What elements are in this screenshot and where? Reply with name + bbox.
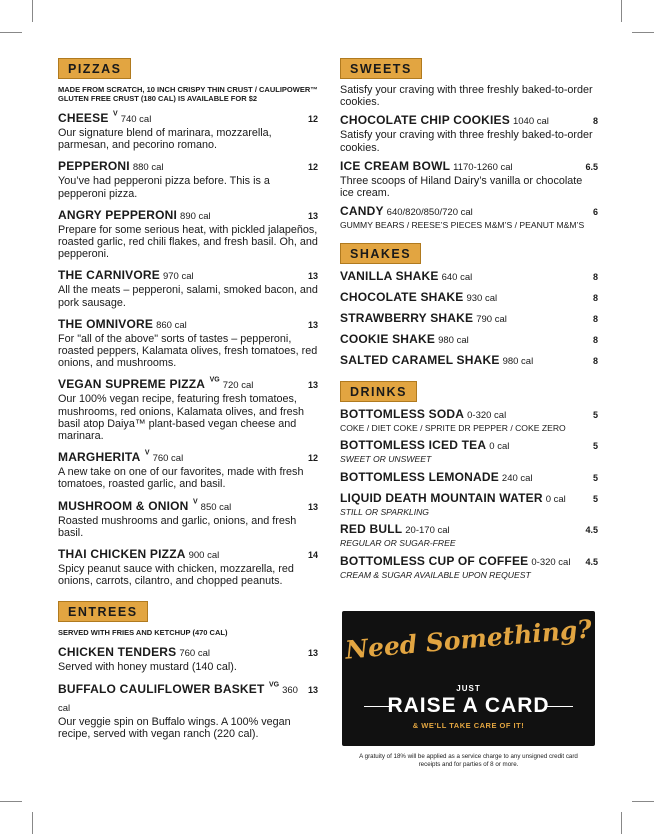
menu-item-name: BUFFALO CAULIFLOWER BASKET bbox=[58, 681, 265, 696]
menu-item-calories: 980 cal bbox=[438, 334, 469, 346]
menu-item-name: VEGAN SUPREME PIZZA bbox=[58, 377, 206, 392]
menu-item-row bbox=[58, 680, 318, 716]
menu-item-price: 8 bbox=[592, 292, 598, 303]
menu-item-price: 13 bbox=[307, 648, 318, 659]
menu-item-row bbox=[340, 330, 598, 348]
menu-item-name: MARGHERITA bbox=[58, 450, 141, 465]
menu-item-title bbox=[340, 436, 509, 454]
menu-item-name: LIQUID DEATH MOUNTAIN WATER bbox=[340, 490, 543, 505]
menu-item-price: 14 bbox=[307, 550, 318, 561]
menu-item-row bbox=[340, 351, 598, 369]
menu-item-name: THAI CHICKEN PIZZA bbox=[58, 547, 186, 562]
menu-item-calories: 760 cal bbox=[152, 453, 184, 465]
menu-item-row bbox=[58, 545, 318, 563]
menu-item-options: COKE / DIET COKE / SPRITE DR PEPPER / COKE ZERO bbox=[340, 422, 566, 433]
menu-item-title bbox=[340, 405, 506, 423]
menu-item bbox=[58, 448, 318, 490]
menu-item-calories: 900 cal bbox=[188, 550, 220, 562]
entrees-section bbox=[58, 601, 318, 740]
menu-item-title bbox=[340, 489, 566, 507]
gratuity-note: A gratuity of 18% will be applied as a service charge to any unsigned credit card receipts and for parties of 8 or more. bbox=[359, 753, 578, 768]
menu-item-row bbox=[58, 206, 318, 224]
crop-mark bbox=[32, 0, 33, 22]
menu-item-name: CANDY bbox=[340, 204, 384, 219]
shakes-list bbox=[340, 267, 598, 369]
menu-item-row bbox=[340, 552, 598, 570]
menu-item-price: 8 bbox=[592, 355, 598, 366]
pizzas-header: PIZZAS bbox=[58, 58, 131, 79]
menu-item bbox=[340, 111, 598, 153]
menu-item-options: CREAM & SUGAR AVAILABLE UPON REQUEST bbox=[340, 569, 531, 580]
menu-item-description: Roasted mushrooms and garlic, onions, and fresh basil. bbox=[58, 514, 297, 539]
menu-item-description: Spicy peanut sauce with chicken, mozzarella, red onions, carrots, cilantro, and chopped peanuts. bbox=[58, 563, 294, 588]
menu-item-calories: 850 cal bbox=[200, 501, 232, 513]
drinks-section bbox=[340, 381, 598, 581]
menu-item bbox=[58, 680, 318, 740]
menu-item-calories: 20-170 cal bbox=[405, 525, 450, 537]
menu-item-calories: 0-320 cal bbox=[467, 409, 507, 421]
menu-item-price: 5 bbox=[592, 493, 598, 504]
entrees-header: ENTREES bbox=[58, 601, 148, 622]
pizzas-note: MADE FROM SCRATCH, 10 INCH CRISPY THIN CRUST / CAULIPOWER™ GLUTEN FREE CRUST (180 CAL) IS AVAILABLE FOR $2 bbox=[58, 85, 318, 103]
menu-item-price: 8 bbox=[592, 334, 598, 345]
sweets-list bbox=[340, 111, 598, 230]
menu-item-name: BOTTOMLESS SODA bbox=[340, 406, 465, 421]
sweets-section bbox=[340, 58, 598, 231]
menu-item-calories: 880 cal bbox=[132, 162, 164, 174]
menu-item-calories: 760 cal bbox=[179, 648, 210, 660]
menu-item-name: CHOCOLATE CHIP COOKIES bbox=[340, 113, 510, 128]
menu-item-options: REGULAR OR SUGAR-FREE bbox=[340, 538, 456, 549]
menu-item-name: RED BULL bbox=[340, 522, 403, 537]
menu-item-price: 6.5 bbox=[585, 161, 598, 172]
menu-item-price: 5 bbox=[592, 472, 598, 483]
menu-item-price: 12 bbox=[307, 162, 318, 173]
menu-item-description: Our veggie spin on Buffalo wings. A 100% vegan recipe, served with vegan ranch (220 cal). bbox=[58, 715, 291, 740]
menu-item-row bbox=[340, 111, 598, 129]
left-column bbox=[58, 58, 318, 740]
menu-item-price: 13 bbox=[307, 319, 318, 330]
pizzas-section bbox=[58, 58, 318, 587]
menu-item-name: BOTTOMLESS LEMONADE bbox=[340, 469, 499, 484]
crop-mark bbox=[632, 801, 654, 802]
sweets-header: SWEETS bbox=[340, 58, 422, 79]
menu-item-calories: 740 cal bbox=[120, 114, 152, 125]
menu-item-price: 13 bbox=[307, 380, 318, 391]
menu-item-title bbox=[58, 266, 194, 284]
menu-item-options: SWEET OR UNSWEET bbox=[340, 454, 432, 465]
menu-item-calories: 640 cal bbox=[441, 271, 473, 283]
menu-item-row bbox=[58, 315, 318, 333]
menu-item-name: BOTTOMLESS CUP OF COFFEE bbox=[340, 553, 529, 568]
menu-item bbox=[58, 497, 318, 539]
menu-item-name: CHICKEN TENDERS bbox=[58, 645, 177, 660]
menu-item-row bbox=[340, 468, 598, 486]
menu-item-row bbox=[340, 489, 598, 507]
menu-item bbox=[58, 206, 318, 261]
crop-mark bbox=[621, 812, 622, 834]
menu-item bbox=[340, 468, 598, 486]
menu-item bbox=[58, 375, 318, 442]
menu-item-price: 12 bbox=[307, 114, 318, 124]
menu-item-calories: 640/820/850/720 cal bbox=[386, 207, 473, 219]
menu-item-calories: 790 cal bbox=[476, 313, 507, 325]
menu-item-description: Served with honey mustard (140 cal). bbox=[58, 661, 237, 674]
menu-item-row bbox=[340, 288, 598, 306]
menu-item-title bbox=[58, 109, 151, 127]
menu-item-name: ICE CREAM BOWL bbox=[340, 158, 451, 173]
menu-item-calories: 890 cal bbox=[180, 210, 211, 222]
menu-item bbox=[58, 643, 318, 673]
menu-item-row bbox=[340, 309, 598, 327]
menu-item-title bbox=[340, 351, 533, 369]
menu-item-row bbox=[58, 448, 318, 466]
menu-item-title bbox=[58, 315, 187, 333]
menu-item-row bbox=[340, 405, 598, 423]
diet-mark: VG bbox=[268, 681, 280, 689]
menu-item-row bbox=[58, 643, 318, 661]
menu-item-calories: 0 cal bbox=[489, 441, 510, 453]
menu-item-calories: 1040 cal bbox=[512, 116, 549, 128]
menu-item-row bbox=[340, 202, 598, 220]
menu-item-description: Our signature blend of marinara, mozzarella, parmesan, and pecorino romano. bbox=[58, 127, 272, 152]
menu-item-calories: 720 cal bbox=[222, 380, 254, 392]
menu-item bbox=[340, 288, 598, 306]
menu-item-name: CHOCOLATE SHAKE bbox=[340, 289, 464, 304]
menu-item-price: 5 bbox=[592, 441, 598, 452]
menu-item-name: THE CARNIVORE bbox=[58, 268, 160, 283]
menu-item-name: BOTTOMLESS ICED TEA bbox=[340, 438, 487, 453]
menu-item-description: A new take on one of our favorites, made with fresh tomatoes, roasted garlic, and basil. bbox=[58, 466, 304, 491]
menu-item-price: 6 bbox=[592, 207, 598, 218]
sweets-intro: Satisfy your craving with three freshly baked-to-order cookies. bbox=[340, 84, 593, 109]
menu-item-price: 13 bbox=[307, 210, 318, 221]
menu-item bbox=[340, 520, 598, 549]
menu-item-price: 13 bbox=[307, 271, 318, 282]
menu-item-price: 4.5 bbox=[585, 556, 598, 567]
menu-item-title bbox=[340, 111, 549, 129]
raise-a-card-callout bbox=[342, 611, 595, 746]
menu-item-name: PEPPERONI bbox=[58, 159, 130, 174]
menu-item-title bbox=[340, 309, 507, 327]
menu-item-options: STILL OR SPARKLING bbox=[340, 506, 429, 517]
menu-item bbox=[340, 552, 598, 581]
pizzas-list bbox=[58, 109, 318, 587]
callout-headline: Need Something? bbox=[343, 614, 594, 665]
menu-item-title bbox=[340, 330, 469, 348]
menu-item bbox=[340, 267, 598, 285]
menu-item-calories: 980 cal bbox=[502, 355, 534, 367]
menu-item-name: MUSHROOM & ONION bbox=[58, 498, 189, 513]
menu-item-title bbox=[58, 157, 163, 175]
entrees-note: SERVED WITH FRIES AND KETCHUP (470 CAL) bbox=[58, 628, 228, 638]
menu-item bbox=[340, 202, 598, 231]
drinks-list bbox=[340, 405, 598, 581]
right-column bbox=[340, 58, 598, 580]
menu-item bbox=[58, 545, 318, 587]
entrees-list bbox=[58, 643, 318, 740]
menu-item-row bbox=[340, 436, 598, 454]
menu-item bbox=[58, 315, 318, 370]
menu-item bbox=[58, 157, 318, 199]
menu-item-calories: 1170-1260 cal bbox=[453, 161, 513, 173]
menu-item-name: THE OMNIVORE bbox=[58, 316, 154, 331]
menu-item-row bbox=[58, 375, 318, 393]
menu-item-row bbox=[340, 520, 598, 538]
menu-item-name: STRAWBERRY SHAKE bbox=[340, 310, 474, 325]
menu-item-price: 8 bbox=[592, 313, 598, 324]
menu-item-price: 8 bbox=[592, 116, 598, 127]
menu-item-price: 4.5 bbox=[585, 525, 598, 536]
callout-sub: & WE'LL TAKE CARE OF IT! bbox=[412, 721, 525, 730]
menu-item-title bbox=[340, 288, 497, 306]
menu-item-calories: 240 cal bbox=[501, 472, 533, 484]
callout-just: JUST bbox=[456, 684, 481, 693]
menu-item-title bbox=[340, 552, 570, 570]
menu-item-title bbox=[340, 202, 473, 220]
menu-item bbox=[58, 109, 318, 151]
menu-item-calories: 0-320 cal bbox=[531, 556, 571, 568]
menu-item-description: You’ve had pepperoni pizza before. This is a pepperoni pizza. bbox=[58, 175, 270, 200]
diet-mark: V bbox=[113, 110, 118, 118]
menu-item-calories: 930 cal bbox=[466, 292, 498, 304]
menu-item bbox=[340, 351, 598, 369]
menu-item-description: Three scoops of Hiland Dairy’s vanilla or chocolate ice cream. bbox=[340, 174, 583, 200]
diet-mark: VG bbox=[209, 377, 220, 385]
menu-item-title bbox=[340, 157, 513, 175]
menu-item-name: SALTED CARAMEL SHAKE bbox=[340, 352, 500, 367]
menu-item-description: Prepare for some serious heat, with pickled jalapeños, roasted garlic, red chili flakes, and fresh basil. Oh, and pepperoni. bbox=[58, 223, 318, 261]
menu-item-row bbox=[58, 157, 318, 175]
menu-item-title bbox=[58, 545, 219, 563]
menu-item-name: VANILLA SHAKE bbox=[340, 268, 439, 283]
crop-mark bbox=[632, 32, 654, 33]
shakes-header: SHAKES bbox=[340, 243, 421, 264]
menu-item-title bbox=[58, 643, 210, 661]
menu-item-options: GUMMY BEARS / REESE’S PIECES M&M’S / PEANUT M&M’S bbox=[340, 220, 585, 231]
menu-item-title bbox=[340, 468, 533, 486]
diet-mark: V bbox=[144, 449, 150, 457]
menu-item bbox=[340, 309, 598, 327]
menu-item-calories: 0 cal bbox=[545, 493, 566, 505]
menu-item-calories: 970 cal bbox=[162, 271, 194, 283]
menu-item bbox=[340, 436, 598, 465]
menu-item-row bbox=[58, 109, 318, 127]
menu-item-description: All the meats – pepperoni, salami, smoked bacon, and pork sausage. bbox=[58, 284, 318, 309]
crop-mark bbox=[32, 812, 33, 834]
crop-mark bbox=[0, 801, 22, 802]
menu-item-title bbox=[340, 520, 450, 538]
menu-item bbox=[340, 405, 598, 434]
menu-item-title bbox=[340, 267, 472, 285]
menu-item-title bbox=[58, 680, 308, 716]
crop-mark bbox=[0, 32, 22, 33]
menu-item-price: 5 bbox=[592, 409, 598, 420]
menu-item-title bbox=[58, 448, 183, 466]
drinks-header: DRINKS bbox=[340, 381, 417, 402]
menu-item-name: ANGRY PEPPERONI bbox=[58, 207, 178, 222]
crop-mark bbox=[621, 0, 622, 22]
menu-item bbox=[340, 489, 598, 518]
menu-item-price: 12 bbox=[307, 453, 318, 464]
callout-main: RAISE A CARD bbox=[387, 694, 550, 717]
diet-mark: V bbox=[192, 498, 198, 506]
menu-item-title bbox=[58, 206, 211, 224]
menu-item-calories: 360 cal bbox=[58, 684, 298, 714]
menu-item-row bbox=[58, 497, 318, 515]
menu-item-description: For "all of the above" sorts of tastes – pepperoni, roasted peppers, Kalamata olives, fresh tomatoes, red onions, and mushrooms. bbox=[58, 332, 318, 370]
menu-item-price: 8 bbox=[592, 271, 598, 282]
menu-item-name: CHEESE bbox=[58, 111, 109, 125]
menu-item bbox=[340, 330, 598, 348]
menu-item-price: 13 bbox=[307, 501, 318, 512]
menu-item-title bbox=[58, 497, 231, 515]
menu-item-row bbox=[340, 157, 598, 175]
menu-item-row bbox=[340, 267, 598, 285]
menu-item-name: COOKIE SHAKE bbox=[340, 331, 436, 346]
menu-item bbox=[340, 157, 598, 199]
menu-item-row bbox=[58, 266, 318, 284]
menu-item-title bbox=[58, 375, 253, 393]
menu-item-description: Satisfy your craving with three freshly baked-to-order cookies. bbox=[340, 129, 593, 154]
shakes-section bbox=[340, 243, 598, 369]
menu-item-description: Our 100% vegan recipe, featuring fresh tomatoes, mushrooms, red onions, Kalamata olives, and fresh basil atop Daiya™ plant-based vegan cheese and marinara. bbox=[58, 393, 305, 443]
menu-item bbox=[58, 266, 318, 308]
menu-item-price: 13 bbox=[307, 684, 318, 695]
menu-item-calories: 860 cal bbox=[156, 319, 187, 331]
